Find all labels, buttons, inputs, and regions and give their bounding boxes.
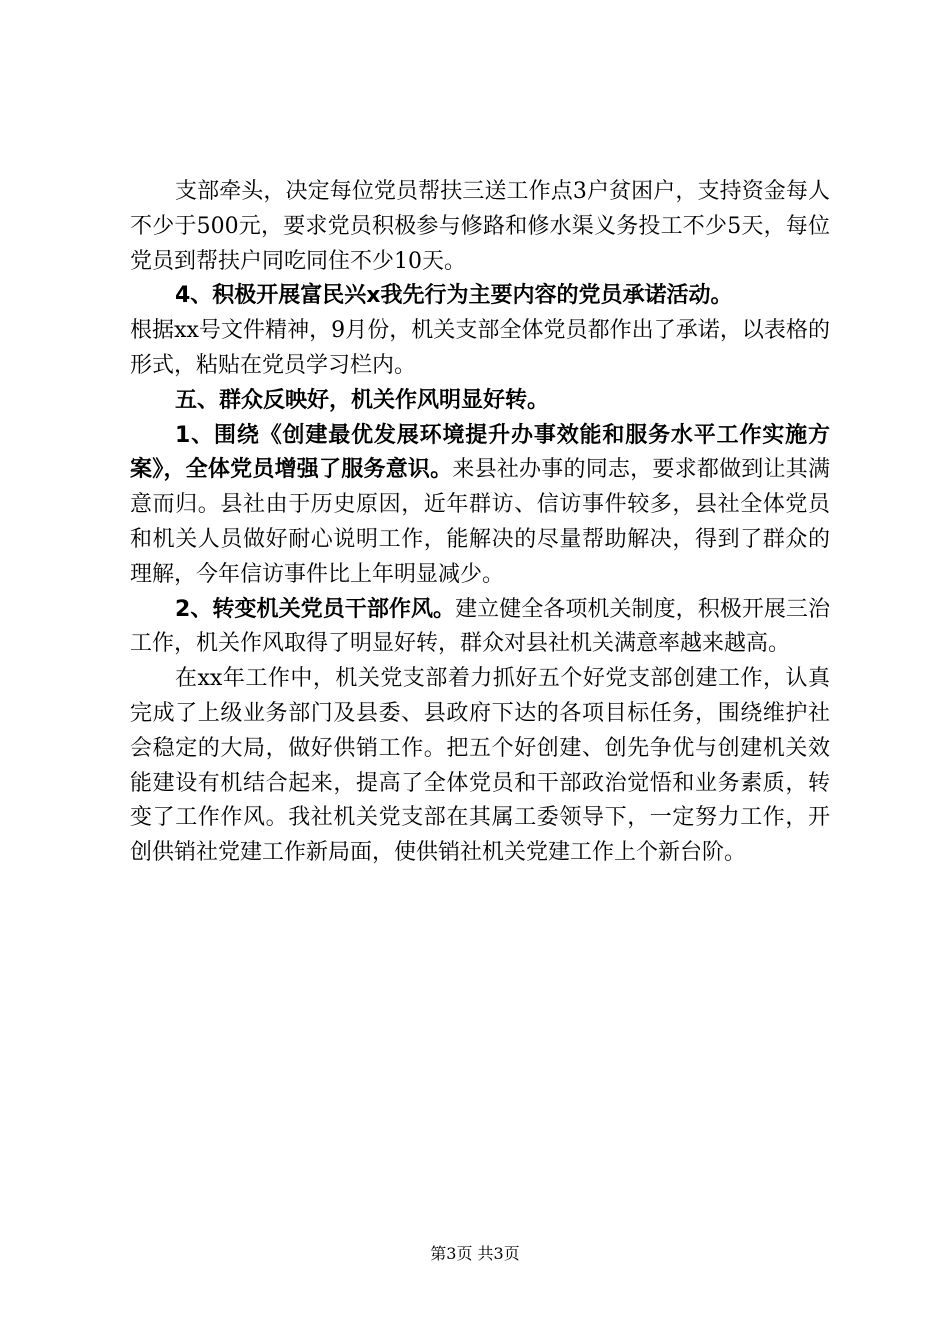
- paragraph-text: 支部牵头，决定每位党员帮扶三送工作点3户贫困户，支持资金每人不少于500元，要求党员积极参与修路和修水渠义务投工不少5天，每位党员到帮扶户同吃同住不少10天。: [130, 179, 830, 274]
- paragraph-work-style: [130, 593, 830, 663]
- heading-commitment-activity: [130, 279, 830, 314]
- paragraph-heading: 2、转变机关党员干部作风。: [175, 596, 456, 622]
- paragraph-text: 来县社办事的同志，要求都做到让其满意而归。县社由于历史原因，近年群访、信访事件较多，县社全体党员和机关人员做好耐心说明工作，能解决的尽量帮助解决，得到了群众的理解，今年信访事件比上年明显减少。: [130, 457, 830, 587]
- paragraph-commitment-detail: [130, 314, 830, 384]
- paragraph-poverty-support: [130, 175, 830, 279]
- section-heading-five: [130, 384, 830, 419]
- paragraph-text: 建立健全各项机关制度，积极开展三治工作，机关作风取得了明显好转，群众对县社机关满意率越来越高。: [130, 596, 830, 657]
- section-heading: 五、群众反映好，机关作风明显好转。: [175, 387, 550, 413]
- page-number-footer: 第3页 共3页: [430, 1244, 520, 1263]
- paragraph-heading: 4、积极开展富民兴x我先行为主要内容的党员承诺活动。: [175, 283, 733, 309]
- paragraph-text: 根据xx号文件精神，9月份，机关支部全体党员都作出了承诺，以表格的形式，粘贴在党员学习栏内。: [130, 318, 830, 378]
- paragraph-text: 在xx年工作中，机关党支部着力抓好五个好党支部创建工作，认真完成了上级业务部门及县委、县政府下达的各项目标任务，围绕维护社会稳定的大局，做好供销工作。把五个好创建、创先争优与创建机关效能建设有机结合起来，提高了全体党员和干部政治觉悟和业务素质，转变了工作作风。我社机关党支部在其属工委领导下，一定努力工作，开创供销社党建工作新局面，使供销社机关党建工作上个新台阶。: [130, 666, 830, 866]
- paragraph-service-awareness: [130, 419, 830, 593]
- paragraph-heading: 1、围绕《创建最优发展环境提升办事效能和服务水平工作实施方案》，全体党员增强了服务意识。: [130, 422, 830, 483]
- document-body: [130, 175, 830, 871]
- paragraph-summary: [130, 662, 830, 871]
